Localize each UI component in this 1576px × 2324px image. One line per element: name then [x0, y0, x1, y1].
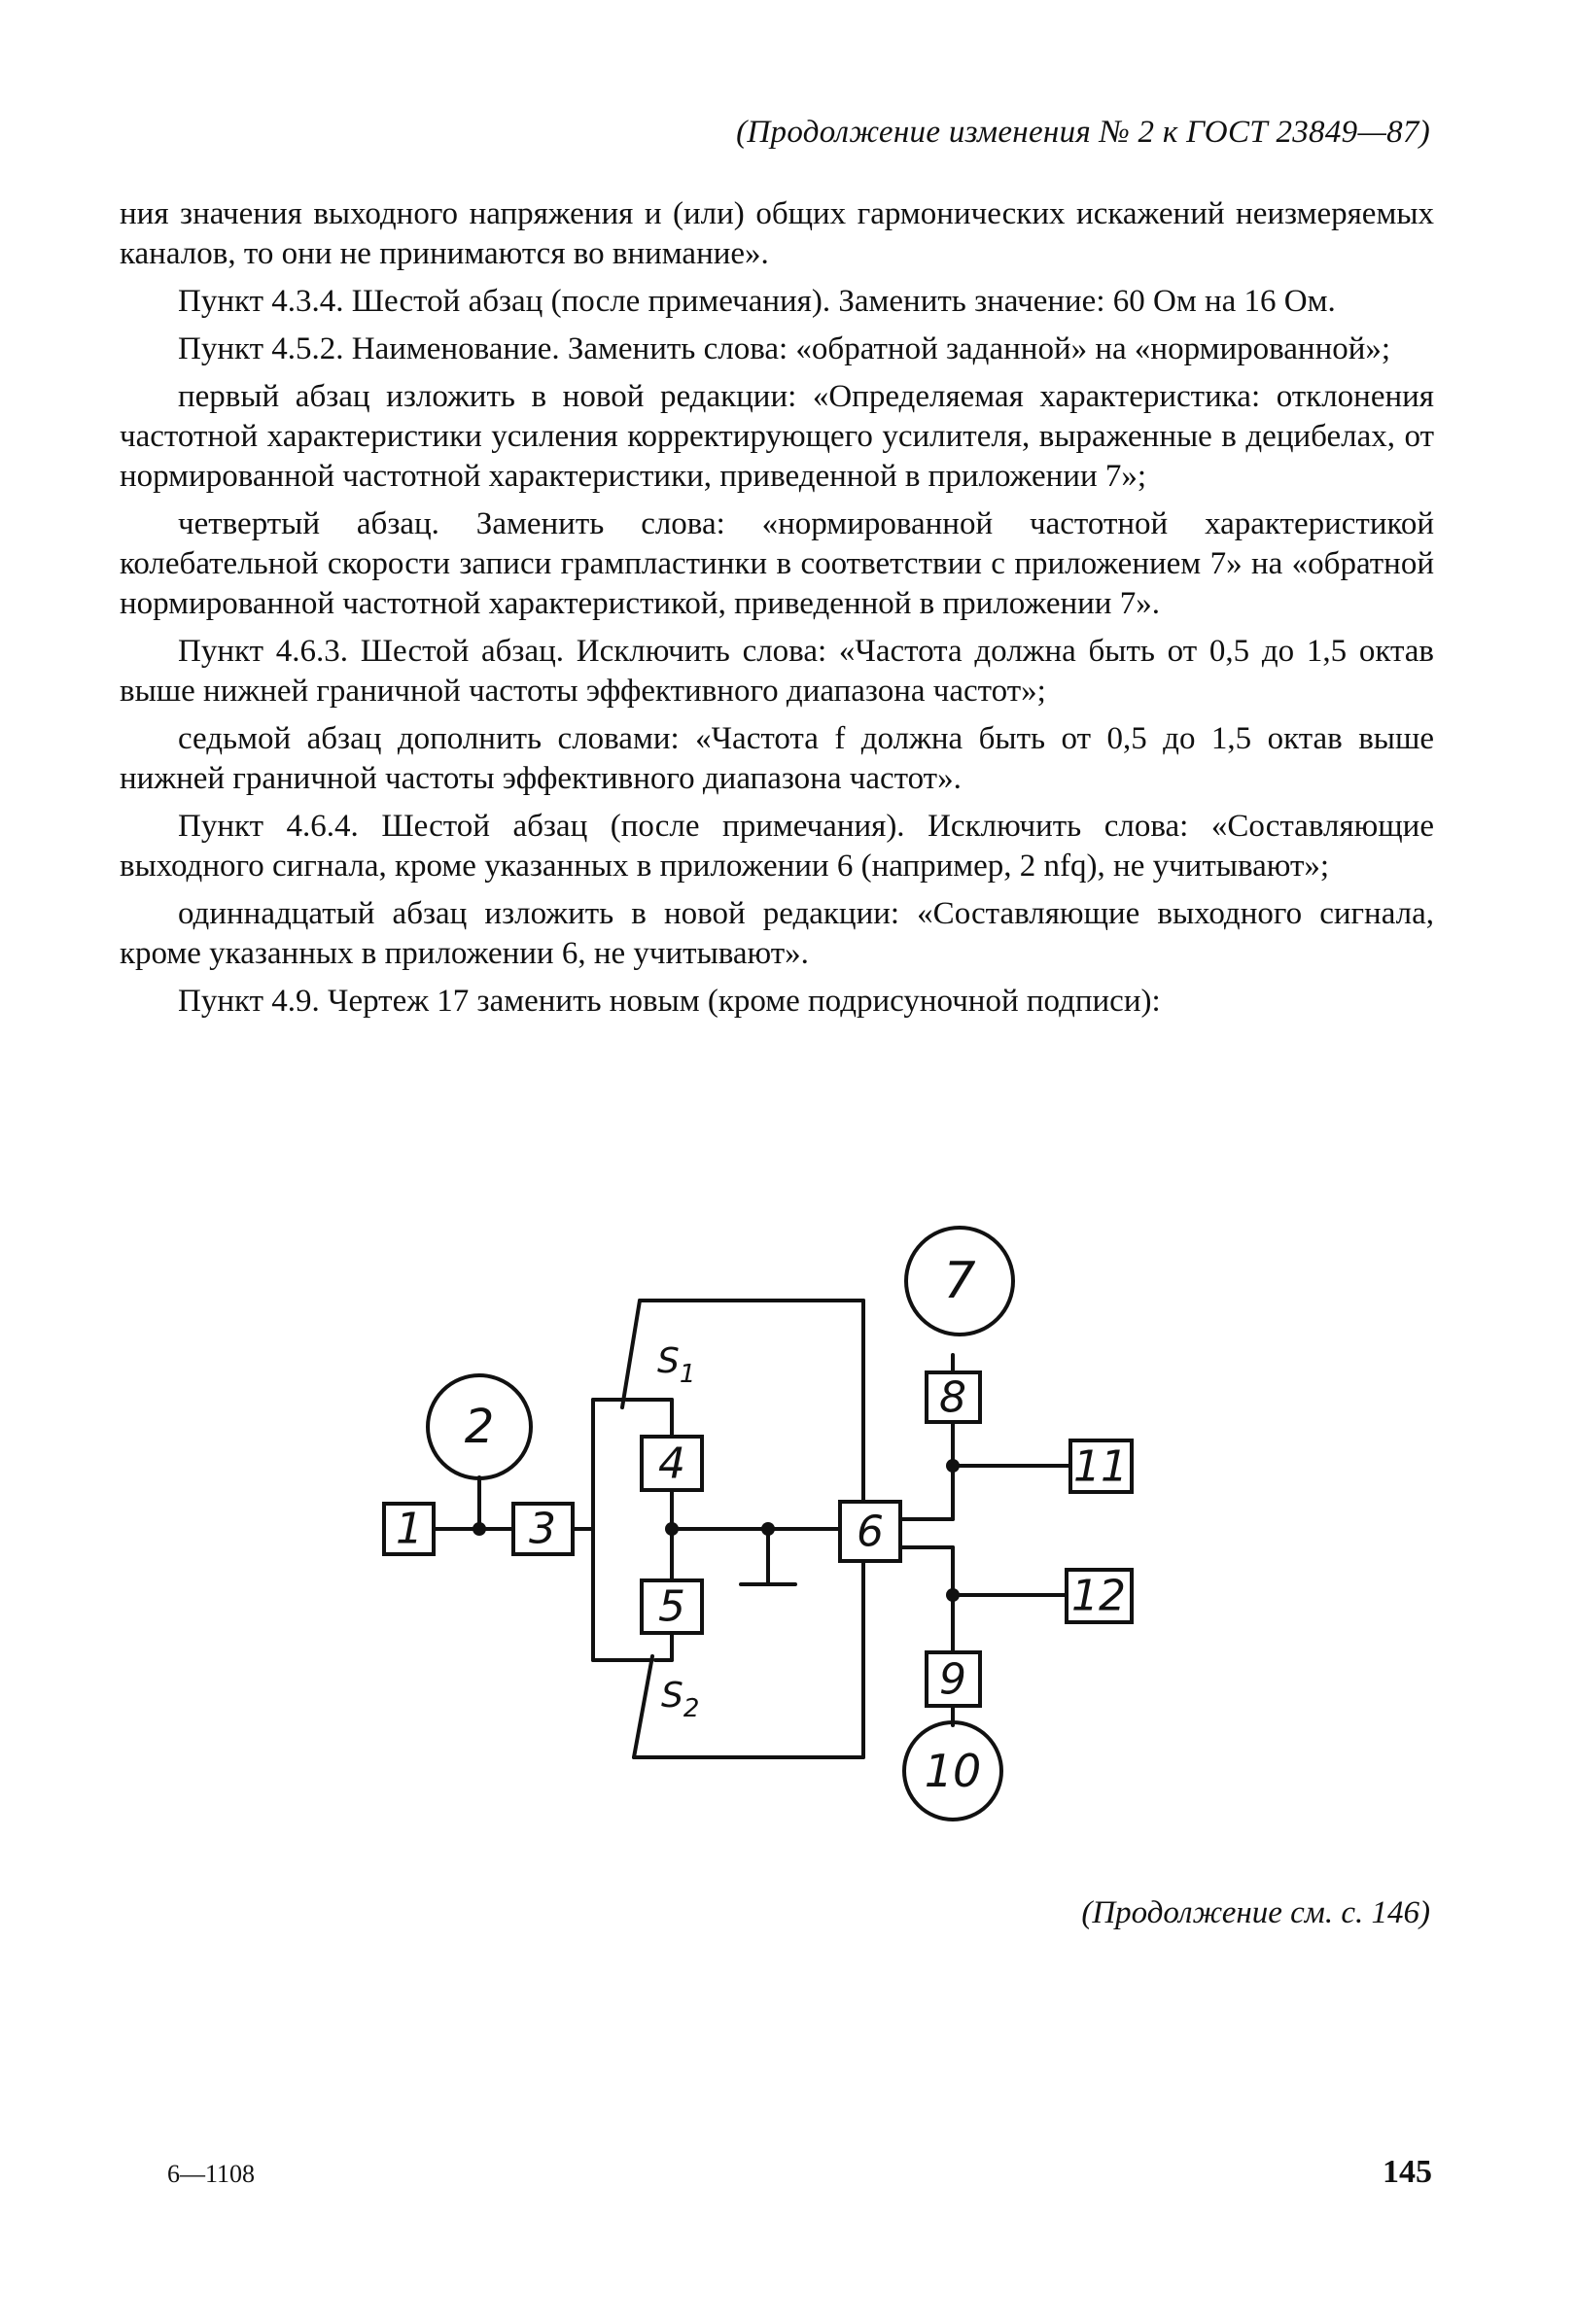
switch-s1-label: $S_1$ [657, 1341, 696, 1389]
page-number: 145 [1383, 2154, 1432, 2190]
block-4-label: 4 [658, 1439, 685, 1489]
block-8-label: 8 [939, 1372, 966, 1423]
paragraph: Пункт 4.3.4. Шестой абзац (после примечания). Заменить значение: 60 Ом на 16 Ом. [178, 284, 1336, 319]
continuation-note: (Продолжение см. с. 146) [1081, 1895, 1430, 1930]
paragraph: ния значения выходного напряжения и (или) общих гармонических искажений неизмеряемых каналов, то они не принимаются во внимание». [120, 196, 1434, 271]
paragraph: седьмой абзац дополнить словами: «Частота f должна быть от 0,5 до 1,5 октав выше нижней граничной частоты эффективного диапазона частот». [120, 721, 1434, 796]
page-header: (Продолжение изменения № 2 к ГОСТ 23849—87) [736, 115, 1430, 150]
block-5-label: 5 [658, 1581, 685, 1632]
block-9-label: 9 [939, 1654, 966, 1705]
circle-10-label: 10 [924, 1745, 982, 1797]
paragraph: Пункт 4.9. Чертеж 17 заменить новым (кроме подрисуночной подписи): [178, 984, 1161, 1019]
block-11-label: 11 [1073, 1441, 1128, 1492]
block-6-label: 6 [857, 1507, 884, 1557]
paragraph: четвертый абзац. Заменить слова: «нормированной частотной характеристикой колебательной скорости записи грампластинки в соответствии с приложением 7» на «обратной нормированной частотной характеристикой, приведенной в приложении 7». [120, 506, 1434, 621]
paragraph: Пункт 4.5.2. Наименование. Заменить слова: «обратной заданной» на «нормированной»; [178, 331, 1391, 366]
block-12-label: 12 [1071, 1571, 1126, 1621]
circle-2-label: 2 [464, 1400, 495, 1454]
block-1-label: 1 [396, 1504, 423, 1554]
circle-7-label: 7 [943, 1252, 976, 1310]
paragraph: первый абзац изложить в новой редакции: «Определяемая характеристика: отклонения частотной характеристики усиления корректирующего усилителя, выраженные в децибелах, от нормированной частотной характеристики, приведенной в приложении 7»; [120, 379, 1434, 494]
block-3-label: 3 [529, 1504, 556, 1554]
footer-code: 6—1108 [167, 2160, 256, 2188]
paragraph: Пункт 4.6.4. Шестой абзац (после примечания). Исключить слова: «Составляющие выходного сигнала, кроме указанных в приложении 6 (например, 2 nfq), не учитывают»; [120, 809, 1434, 884]
paragraph: Пункт 4.6.3. Шестой абзац. Исключить слова: «Частота должна быть от 0,5 до 1,5 октав выше нижней граничной частоты эффективного диапазона частот»; [120, 634, 1434, 709]
switch-s2-label: $S_2$ [661, 1676, 700, 1723]
paragraph: одиннадцатый абзац изложить в новой редакции: «Составляющие выходного сигнала, кроме указанных в приложении 6, не учитывают». [120, 896, 1434, 971]
